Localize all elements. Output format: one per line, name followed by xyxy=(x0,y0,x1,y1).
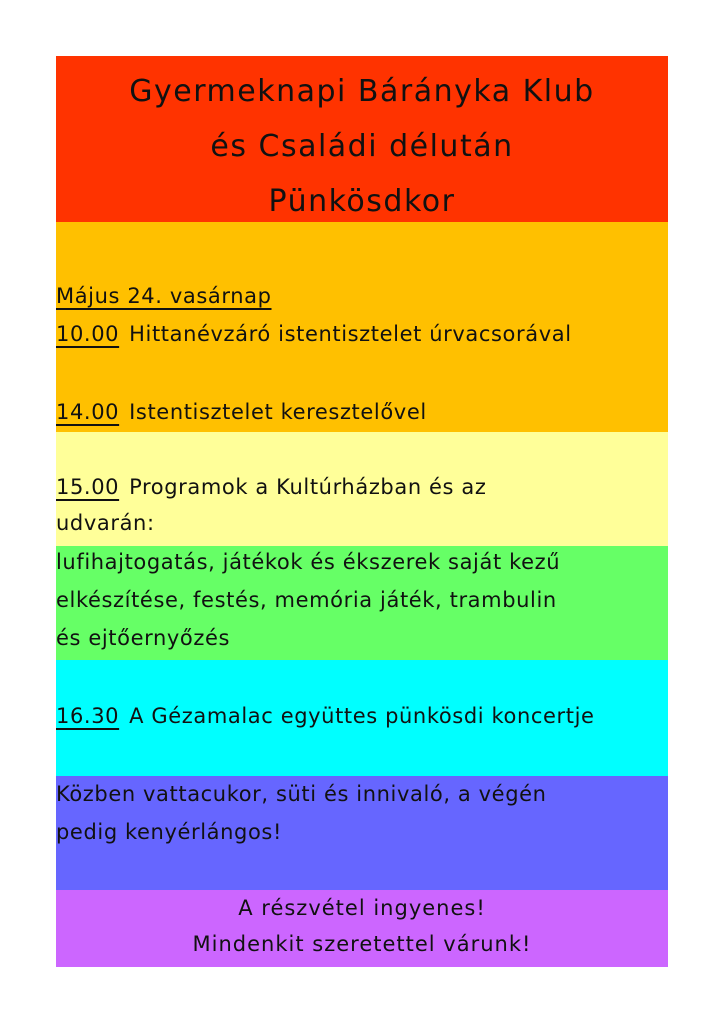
band-purple xyxy=(56,890,668,967)
footer-line-1: A részvétel ingyenes! xyxy=(238,896,486,920)
band-green xyxy=(56,546,668,660)
schedule-item xyxy=(56,475,486,499)
schedule-item xyxy=(56,704,595,728)
item-text: Istentisztelet keresztelővel xyxy=(129,400,427,424)
time-label: 15.00 xyxy=(56,475,120,499)
time-label: 16.30 xyxy=(56,704,120,728)
band-cyan xyxy=(56,660,668,776)
activities-line-2: elkészítése, festés, memória játék, trambulin xyxy=(56,588,557,612)
footer-line-2: Mindenkit szeretettel várunk! xyxy=(192,932,532,956)
time-label: 10.00 xyxy=(56,322,120,346)
poster-title xyxy=(56,64,668,229)
poster xyxy=(56,56,668,967)
schedule-item xyxy=(56,400,427,424)
time-label: 14.00 xyxy=(56,400,120,424)
schedule-item xyxy=(56,322,572,346)
activities-line-3: és ejtőernyőzés xyxy=(56,626,231,650)
item-text: Programok a Kultúrházban és az xyxy=(129,475,487,499)
activities-line-1: lufihajtogatás, játékok és ékszerek saját kezű xyxy=(56,550,561,574)
extras-line-1: Közben vattacukor, süti és innivaló, a végén xyxy=(56,782,547,806)
item-text: A Gézamalac együttes pünkösdi koncertje xyxy=(129,704,595,728)
band-orange xyxy=(56,222,668,432)
title-line-3: Pünkösdkor xyxy=(268,184,456,219)
item-text: Hittanévzáró istentisztelet úrvacsorával xyxy=(129,322,572,346)
title-line-2: és Családi délután xyxy=(210,129,514,164)
band-blue xyxy=(56,776,668,890)
band-yellow xyxy=(56,432,668,546)
title-line-1: Gyermeknapi Bárányka Klub xyxy=(129,74,595,109)
band-red xyxy=(56,56,668,222)
date-text: Május 24. vasárnap xyxy=(56,284,272,308)
schedule-item-continued: udvarán: xyxy=(56,511,155,535)
extras-line-2: pedig kenyérlángos! xyxy=(56,820,282,844)
event-date xyxy=(56,284,272,308)
